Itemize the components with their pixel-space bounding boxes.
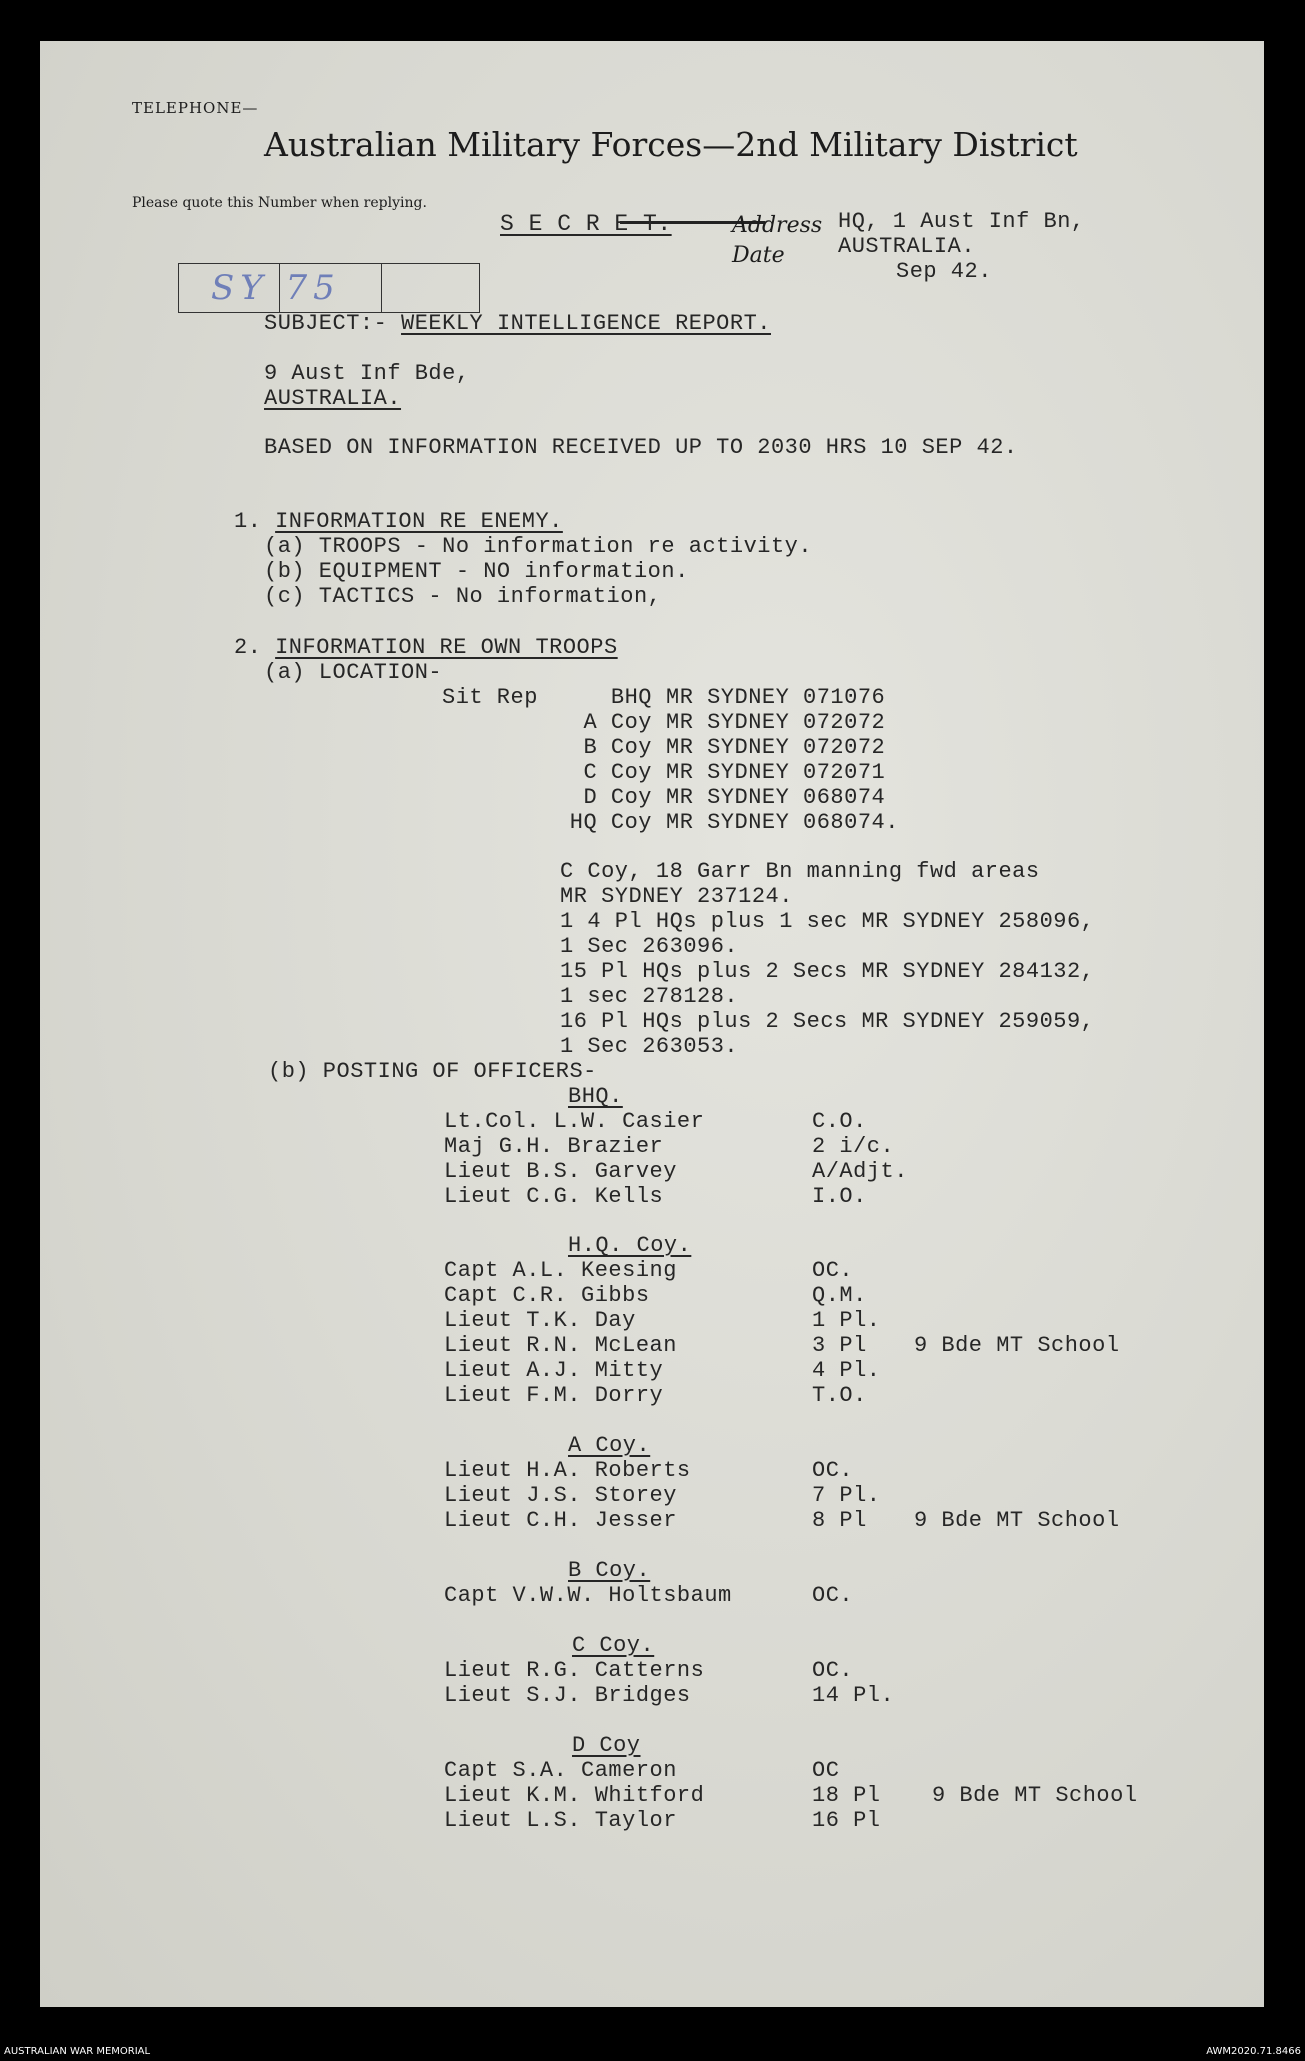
officer-note: 9 Bde MT School [914,1508,1120,1533]
location-ref: MR SYDNEY 068074 [666,785,886,810]
officer-name: Capt C.R. Gibbs [444,1283,650,1308]
officer-name: Lieut A.J. Mitty [444,1358,664,1383]
subject-text: WEEKLY INTELLIGENCE REPORT. [401,311,771,336]
letterhead-title: Australian Military Forces—2nd Military District [264,125,1078,164]
officer-role: 1 Pl. [812,1308,881,1333]
garr-line: 1 Sec 263053. [560,1034,739,1059]
officer-role: T.O. [812,1383,867,1408]
officer-name: Lieut R.N. McLean [444,1333,677,1358]
officer-name: Lieut L.S. Taylor [444,1808,677,1833]
location-unit: A Coy [583,710,652,735]
officer-role: 3 Pl [812,1333,867,1358]
posting-label: (b) POSTING OF OFFICERS- [268,1059,597,1084]
officer-role: 4 Pl. [812,1358,881,1383]
group-heading: BHQ. [568,1084,623,1109]
basis-line: BASED ON INFORMATION RECEIVED UP TO 2030 HRS 10 SEP 42. [264,435,1018,460]
officer-role: 8 Pl [812,1508,867,1533]
group-heading: C Coy. [572,1633,655,1658]
location-unit: D Coy [583,785,652,810]
officer-name: Lieut H.A. Roberts [444,1458,691,1483]
officer-note: 9 Bde MT School [914,1333,1120,1358]
garr-line: 15 Pl HQs plus 2 Secs MR SYDNEY 284132, [560,959,1095,984]
garr-line: 1 Sec 263096. [560,934,739,959]
location-unit: C Coy [583,760,652,785]
officer-name: Lieut K.M. Whitford [444,1783,705,1808]
officer-name: Lieut B.S. Garvey [444,1159,677,1184]
group-heading: A Coy. [568,1433,651,1458]
officer-role: OC. [812,1258,854,1283]
officer-role: I.O. [812,1184,867,1209]
garr-line: C Coy, 18 Garr Bn manning fwd areas [560,859,1040,884]
location-unit: BHQ [610,685,652,710]
garr-line: MR SYDNEY 237124. [560,884,793,909]
section-2-number: 2. [234,635,262,660]
footer-accession: AWM2020.71.8466 [1206,2046,1301,2057]
footer-credit: AUSTRALIAN WAR MEMORIAL [4,2046,151,2057]
officer-role: A/Adjt. [812,1159,908,1184]
subject-line [264,311,771,336]
classification-secret: S E C R E T. [500,211,672,237]
section-2-title: INFORMATION RE OWN TROOPS [275,635,618,660]
section-1-heading [234,509,563,534]
location-unit: B Coy [583,735,652,760]
officer-name: Capt A.L. Keesing [444,1258,677,1283]
section-1-item-c: (c) TACTICS - No information, [264,584,662,609]
recipient-line-2: AUSTRALIA. [264,386,402,411]
section-2-heading [234,635,618,660]
location-label: (a) LOCATION- [264,660,443,685]
officer-role: OC. [812,1458,854,1483]
date-label: Date [732,243,785,268]
address-line-2: AUSTRALIA. [838,234,976,259]
section-1-title: INFORMATION RE ENEMY. [275,509,563,534]
group-heading: D Coy [572,1733,641,1758]
location-unit: HQ Coy [569,810,652,835]
location-ref: MR SYDNEY 072072 [666,710,886,735]
group-heading: B Coy. [568,1558,651,1583]
section-1-item-b: (b) EQUIPMENT - NO information. [264,559,689,584]
location-ref: MR SYDNEY 072072 [666,735,886,760]
location-ref: MR SYDNEY 072071 [666,760,886,785]
officer-name: Lieut R.G. Catterns [444,1658,705,1683]
group-heading: H.Q. Coy. [568,1233,692,1258]
officer-note: 9 Bde MT School [932,1783,1138,1808]
officer-role: Q.M. [812,1283,867,1308]
officer-role: OC [812,1758,840,1783]
section-1-item-a: (a) TROOPS - No information re activity. [264,534,813,559]
officer-name: Capt S.A. Cameron [444,1758,677,1783]
officer-name: Lieut J.S. Storey [444,1483,677,1508]
officer-role: 7 Pl. [812,1483,881,1508]
garr-line: 1 4 Pl HQs plus 1 sec MR SYDNEY 258096, [560,909,1095,934]
officer-role: C.O. [812,1109,867,1134]
reference-number-box [178,263,480,313]
officer-name: Lt.Col. L.W. Casier [444,1109,705,1134]
section-1-number: 1. [234,509,262,534]
officer-name: Lieut F.M. Dorry [444,1383,664,1408]
officer-name: Maj G.H. Brazier [444,1134,664,1159]
officer-role: 14 Pl. [812,1683,895,1708]
address-line-1: HQ, 1 Aust Inf Bn, [838,209,1085,234]
officer-role: 2 i/c. [812,1134,895,1159]
quote-note: Please quote this Number when replying. [132,195,427,211]
officer-role: OC. [812,1583,854,1608]
garr-line: 1 sec 278128. [560,984,739,1009]
officer-role: 16 Pl [812,1808,881,1833]
subject-label: SUBJECT:- [264,311,388,336]
address-label: Address [732,213,823,238]
sitrep-label: Sit Rep [442,685,538,710]
location-ref: MR SYDNEY 071076 [666,685,886,710]
address-line-3: Sep 42. [896,259,992,284]
officer-role: 18 Pl [812,1783,881,1808]
telephone-label: TELEPHONE— [132,99,259,117]
officer-name: Lieut T.K. Day [444,1308,636,1333]
recipient-line-1: 9 Aust Inf Bde, [264,361,470,386]
officer-name: Lieut C.H. Jesser [444,1508,677,1533]
officer-name: Lieut S.J. Bridges [444,1683,691,1708]
officer-name: Lieut C.G. Kells [444,1184,664,1209]
document-page [40,41,1264,2007]
location-ref: MR SYDNEY 068074. [666,810,899,835]
officer-role: OC. [812,1658,854,1683]
officer-name: Capt V.W.W. Holtsbaum [444,1583,732,1608]
reference-handwritten: SY 75 [211,268,341,308]
garr-line: 16 Pl HQs plus 2 Secs MR SYDNEY 259059, [560,1009,1095,1034]
